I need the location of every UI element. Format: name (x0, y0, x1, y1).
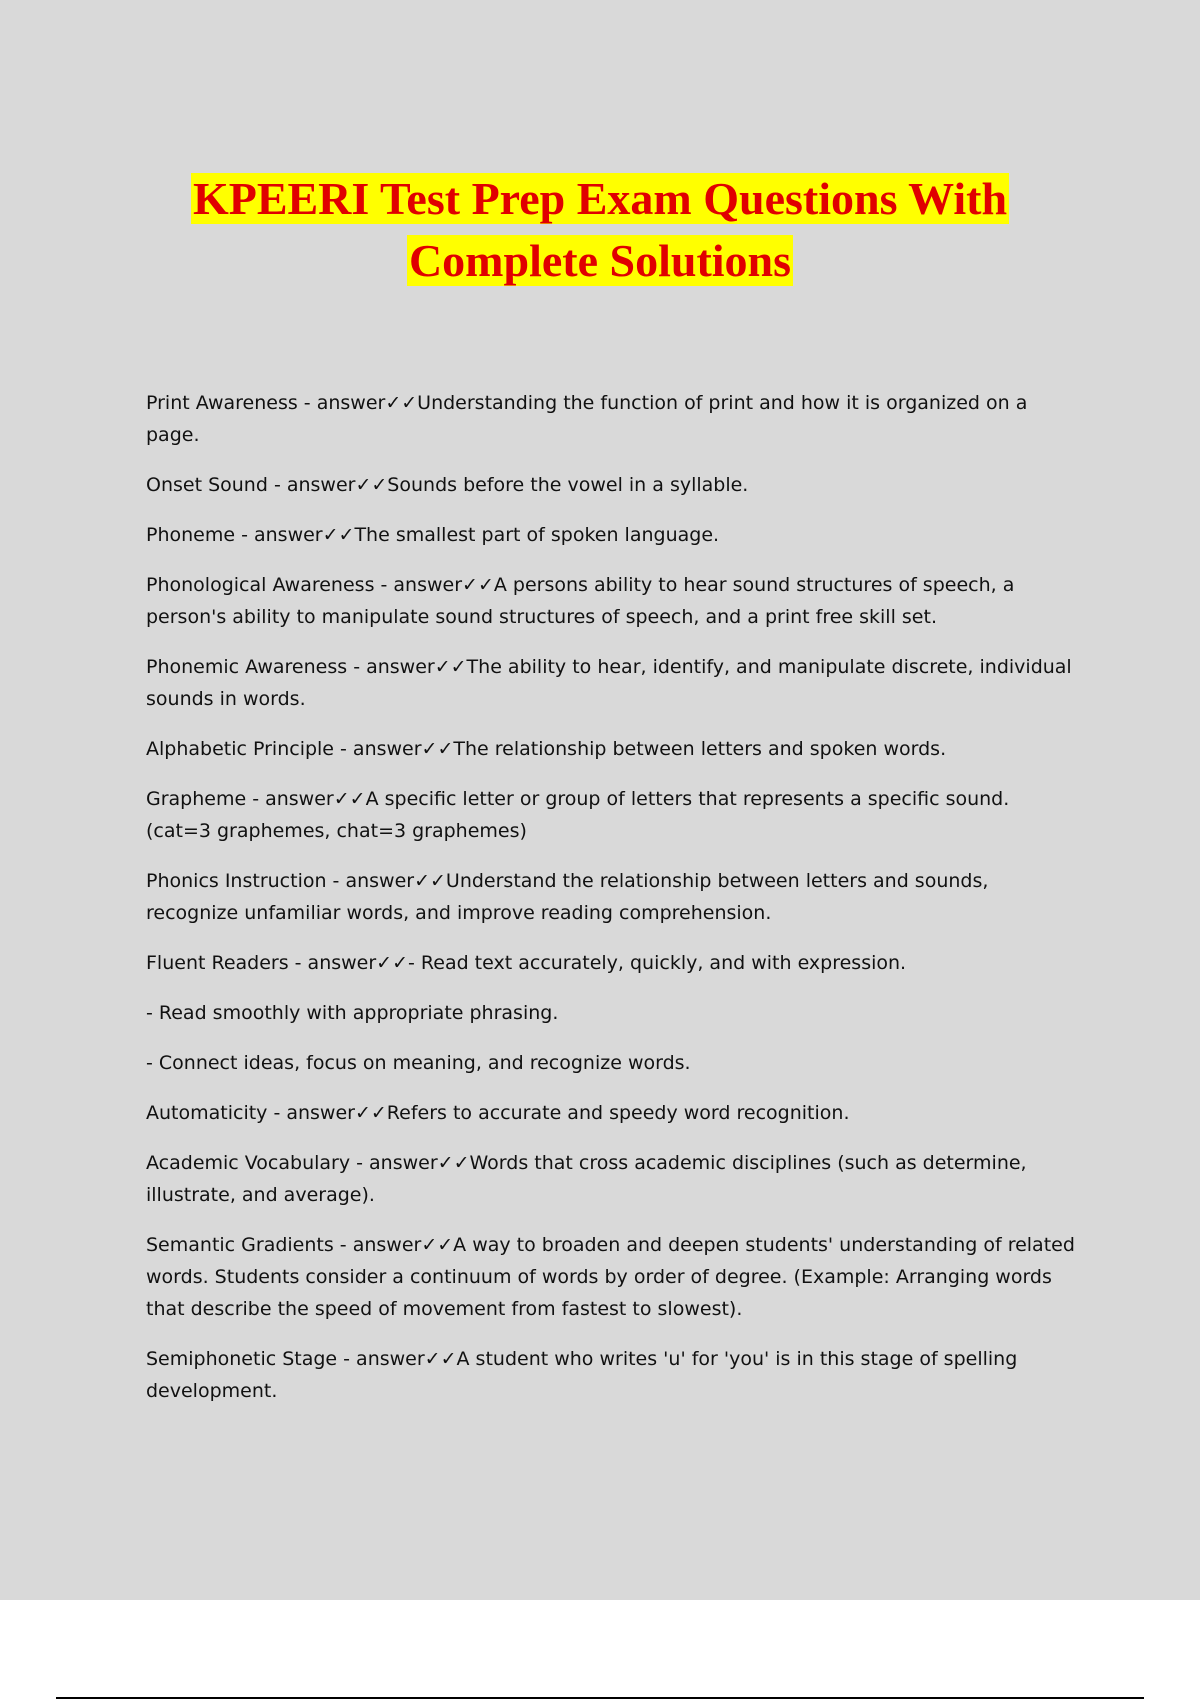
qa-entry-automaticity: Automaticity - answer✓✓Refers to accurate and speedy word recognition. (146, 1102, 850, 1124)
page-divider (56, 1697, 1144, 1699)
qa-entry-phonics-instruction: Phonics Instruction - answer✓✓Understand the relationship between letters and sounds, recognize unfamiliar words, and improve reading comprehension. (146, 870, 989, 924)
qa-entry-fluent-readers-bullet-2: - Read smoothly with appropriate phrasing. (146, 1002, 559, 1024)
qa-list (146, 387, 1076, 1425)
qa-entry-semantic-gradients: Semantic Gradients - answer✓✓A way to broaden and deepen students' understanding of related words. Students consider a continuum of words by order of degree. (Example: Arranging words that describe the speed of movement from fastest to slowest). (146, 1234, 1075, 1320)
qa-entry-phonemic-awareness: Phonemic Awareness - answer✓✓The ability to hear, identify, and manipulate discrete, individual sounds in words. (146, 656, 1072, 710)
title-line-1: KPEERI Test Prep Exam Questions With (192, 173, 1008, 224)
qa-entry-fluent-readers: Fluent Readers - answer✓✓- Read text accurately, quickly, and with expression. (146, 952, 907, 974)
qa-entry-alphabetic-principle: Alphabetic Principle - answer✓✓The relationship between letters and spoken words. (146, 738, 947, 760)
qa-entry-semiphonetic-stage: Semiphonetic Stage - answer✓✓A student who writes 'u' for 'you' is in this stage of spelling development. (146, 1348, 1018, 1402)
document-title (0, 168, 1200, 292)
title-line-2: Complete Solutions (408, 235, 792, 286)
qa-entry-grapheme: Grapheme - answer✓✓A specific letter or group of letters that represents a specific sound. (cat=3 graphemes, chat=3 graphemes) (146, 788, 1010, 842)
qa-entry-print-awareness: Print Awareness - answer✓✓Understanding the function of print and how it is organized on a page. (146, 392, 1028, 446)
qa-entry-fluent-readers-bullet-3: - Connect ideas, focus on meaning, and recognize words. (146, 1052, 691, 1074)
qa-entry-phoneme: Phoneme - answer✓✓The smallest part of spoken language. (146, 524, 720, 546)
qa-entry-onset-sound: Onset Sound - answer✓✓Sounds before the vowel in a syllable. (146, 474, 749, 496)
qa-entry-phonological-awareness: Phonological Awareness - answer✓✓A persons ability to hear sound structures of speech, a person's ability to manipulate sound structures of speech, and a print free skill set. (146, 574, 1015, 628)
qa-entry-academic-vocabulary: Academic Vocabulary - answer✓✓Words that cross academic disciplines (such as determine, illustrate, and average). (146, 1152, 1027, 1206)
